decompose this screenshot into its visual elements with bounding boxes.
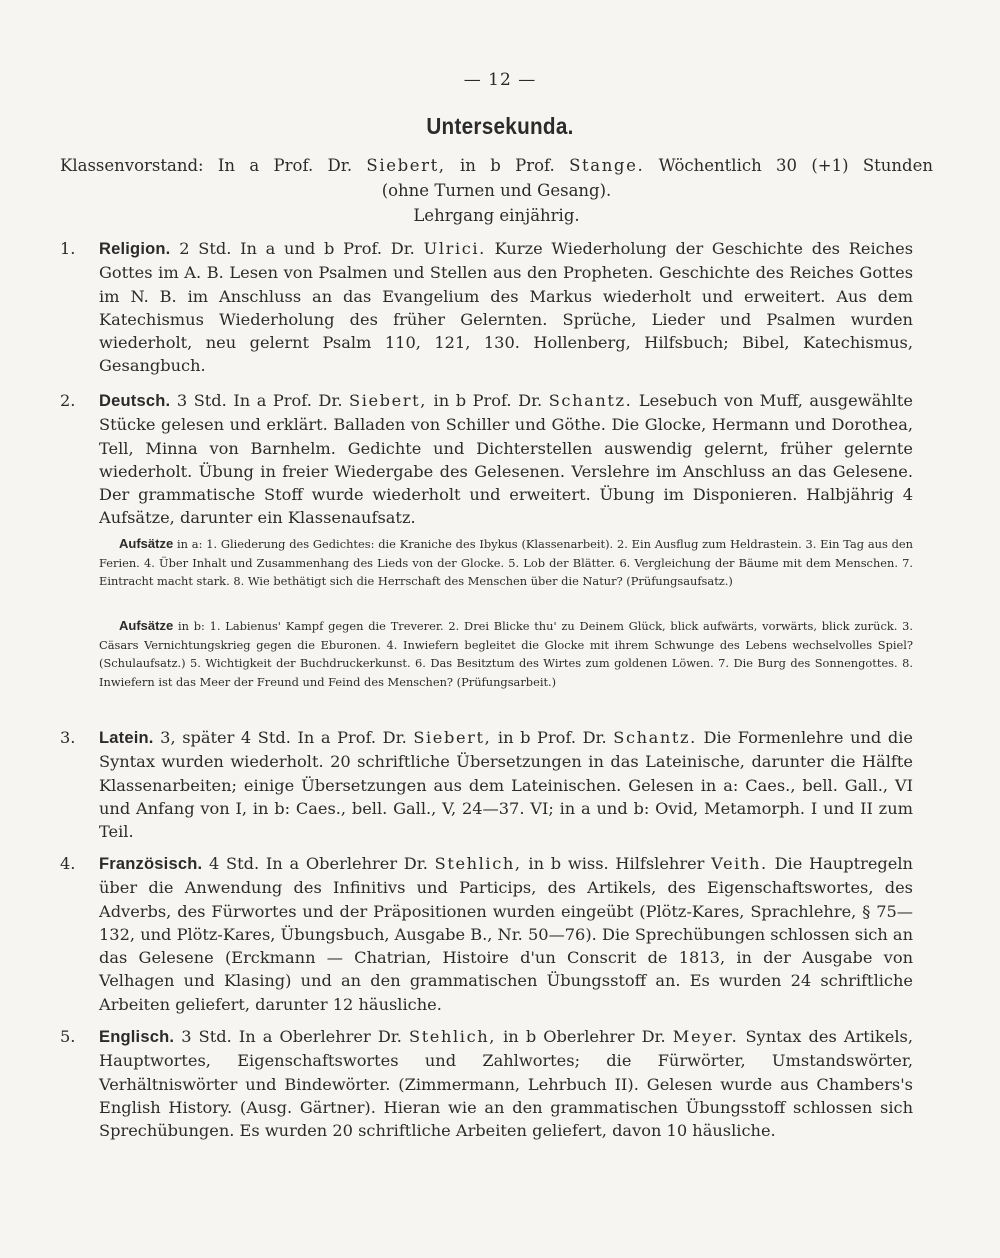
- teacher-name: Veith.: [711, 854, 768, 873]
- teacher-name: Siebert,: [349, 391, 427, 410]
- page-number: — 12 —: [463, 70, 537, 90]
- section-text: in b Prof. Dr.: [497, 728, 607, 747]
- section-religion: [60, 237, 913, 378]
- essay-heading: Aufsätze: [119, 536, 174, 551]
- section-body: [99, 237, 913, 378]
- section-body: [99, 1025, 913, 1142]
- section-text: 3 Std. In a Prof. Dr.: [176, 391, 343, 410]
- section-number: 4.: [60, 854, 76, 873]
- class-intro: [60, 153, 933, 228]
- intro-text: Klassenvorstand: In a Prof. Dr.: [60, 156, 353, 175]
- section-number: 3.: [60, 728, 76, 747]
- section-heading: Latein.: [99, 729, 154, 747]
- section-englisch: [60, 1025, 913, 1142]
- section-latein: [60, 726, 913, 843]
- essay-list-a: [99, 535, 913, 591]
- page-title: Untersekunda.: [426, 113, 574, 139]
- section-deutsch: [60, 389, 913, 530]
- section-text: Die Formenlehre und die Syntax wurden wiederholt. 20 schriftliche Übersetzungen in das Lateinische, darunter die Hälfte Klassenarbeiten; einige Übersetzungen aus dem Lateinischen. Gelesen in a: Caes., bell. Gall., VI und Anfang von I, in b: Caes., bell. Gall., V, 24—37. VI; in a und b: Ovid, Metamorph. I und II zum Teil.: [99, 728, 913, 842]
- teacher-name: Meyer.: [672, 1027, 739, 1046]
- section-text: Syntax des Artikels, Hauptwortes, Eigenschaftswortes und Zahlwortes; die Fürwörter, Umstandswörter, Verhältniswörter und Bindewörter. (Zimmermann, Lehrbuch II). Gelesen wurde aus Chambers's English History. (Ausg. Gärtner). Hieran wie an den grammatischen Übungsstoff schlossen sich Sprechübungen. Es wurden 20 schriftliche Arbeiten geliefert, davon 10 häusliche.: [99, 1027, 913, 1141]
- section-text: 2 Std. In a und b Prof. Dr.: [179, 239, 415, 258]
- essay-text: in b: 1. Labienus' Kampf gegen die Treverer. 2. Drei Blicke thu' zu Deinem Glück, blick aufwärts, vorwärts, blick zurück. 3. Cäsars Vernichtungskrieg gegen die Eburonen. 4. Inwiefern begleitet die Glocke mit ihrem Schwunge des Lebens wechselvolles Spiel? (Schulaufsatz.) 5. Wichtigkeit der Buchdruckerkunst. 6. Das Besitztum des Wirtes zum goldenen Löwen. 7. Die Burg des Sonnengottes. 8. Inwiefern ist das Meer der Freund und Feind des Menschen? (Prüfungsarbeit.): [99, 619, 913, 689]
- section-text: in b wiss. Hilfslehrer: [528, 854, 705, 873]
- section-body: [99, 389, 913, 530]
- section-number: 2.: [60, 391, 76, 410]
- intro-line-3: Lehrgang einjährig.: [413, 206, 580, 225]
- section-text: Kurze Wiederholung der Geschichte des Reiches Gottes im A. B. Lesen von Psalmen und Stellen aus den Propheten. Geschichte des Reiches Gottes im N. B. im Anschluss an das Evangelium des Markus wiederholt und erweitert. Aus dem Katechismus Wiederholung des früher Gelernten. Sprüche, Lieder und Psalmen wurden wiederholt, neu gelernt Psalm 110, 121, 130. Hollenberg, Hilfsbuch; Bibel, Katechismus, Gesangbuch.: [99, 239, 914, 376]
- section-text: 3 Std. In a Oberlehrer Dr.: [181, 1027, 402, 1046]
- section-text: Lesebuch von Muff, ausgewählte Stücke gelesen und erklärt. Balladen von Schiller und Göthe. Die Glocke, Hermann und Dorothea, Tell, Minna von Barnhelm. Gedichte und Dichterstellen auswendig gelernt, früher gelernte wiederholt. Übung in freier Wiedergabe des Gelesenen. Verslehre im Anschluss an das Gelesene. Der grammatische Stoff wurde wiederholt und erweitert. Übung im Disponieren. Halbjährig 4 Aufsätze, darunter ein Klassenaufsatz.: [99, 391, 913, 528]
- section-text: in b Prof. Dr.: [433, 391, 543, 410]
- intro-line-1: [60, 153, 933, 178]
- intro-line-2: (ohne Turnen und Gesang).: [381, 181, 612, 200]
- section-body: [99, 852, 913, 1016]
- section-text: 3, später 4 Std. In a Prof. Dr.: [160, 728, 407, 747]
- essay-list-b: [99, 617, 913, 691]
- section-text: 4 Std. In a Oberlehrer Dr.: [209, 854, 428, 873]
- section-body: [99, 726, 913, 843]
- teacher-name: Schantz.: [613, 728, 697, 747]
- section-text: in b Oberlehrer Dr.: [503, 1027, 666, 1046]
- section-franzoesisch: [60, 852, 913, 1016]
- intro-text: in b Prof.: [460, 156, 555, 175]
- teacher-name: Stange.: [569, 156, 645, 175]
- teacher-name: Stehlich,: [409, 1027, 497, 1046]
- section-heading: Deutsch.: [99, 392, 171, 410]
- section-heading: Französisch.: [99, 855, 203, 873]
- section-heading: Religion.: [99, 240, 171, 258]
- section-number: 1.: [60, 239, 76, 258]
- teacher-name: Siebert,: [413, 728, 492, 747]
- hours-text: Wöchentlich 30 (+1) Stunden: [658, 156, 934, 175]
- teacher-name: Schantz.: [548, 391, 633, 410]
- teacher-name: Siebert,: [366, 156, 446, 175]
- teacher-name: Ulrici.: [423, 239, 486, 258]
- section-number: 5.: [60, 1027, 76, 1046]
- section-heading: Englisch.: [99, 1028, 175, 1046]
- teacher-name: Stehlich,: [434, 854, 522, 873]
- essay-text: in a: 1. Gliederung des Gedichtes: die Kraniche des Ibykus (Klassenarbeit). 2. Ein Ausflug zum Heldrastein. 3. Ein Tag aus den Ferien. 4. Über Inhalt und Zusammenhang des Lieds von der Glocke. 5. Lob der Blätter. 6. Vergleichung der Bäume mit dem Menschen. 7. Eintracht macht stark. 8. Wie bethätigt sich die Herrschaft des Menschen über die Natur? (Prüfungsaufsatz.): [99, 537, 914, 589]
- section-text: Die Hauptregeln über die Anwendung des Infinitivs und Particips, des Artikels, des Eigenschaftswortes, des Adverbs, des Fürwortes und der Präpositionen wurden eingeübt (Plötz-Kares, Sprachlehre, § 75—132, und Plötz-Kares, Übungsbuch, Ausgabe B., Nr. 50—76). Die Sprechübungen schlossen sich an das Gelesene (Erckmann — Chatrian, Histoire d'un Conscrit de 1813, in der Ausgabe von Velhagen und Klasing) und an den grammatischen Übungsstoff an. Es wurden 24 schriftliche Arbeiten geliefert, darunter 12 häusliche.: [99, 854, 913, 1014]
- essay-heading: Aufsätze: [119, 618, 174, 633]
